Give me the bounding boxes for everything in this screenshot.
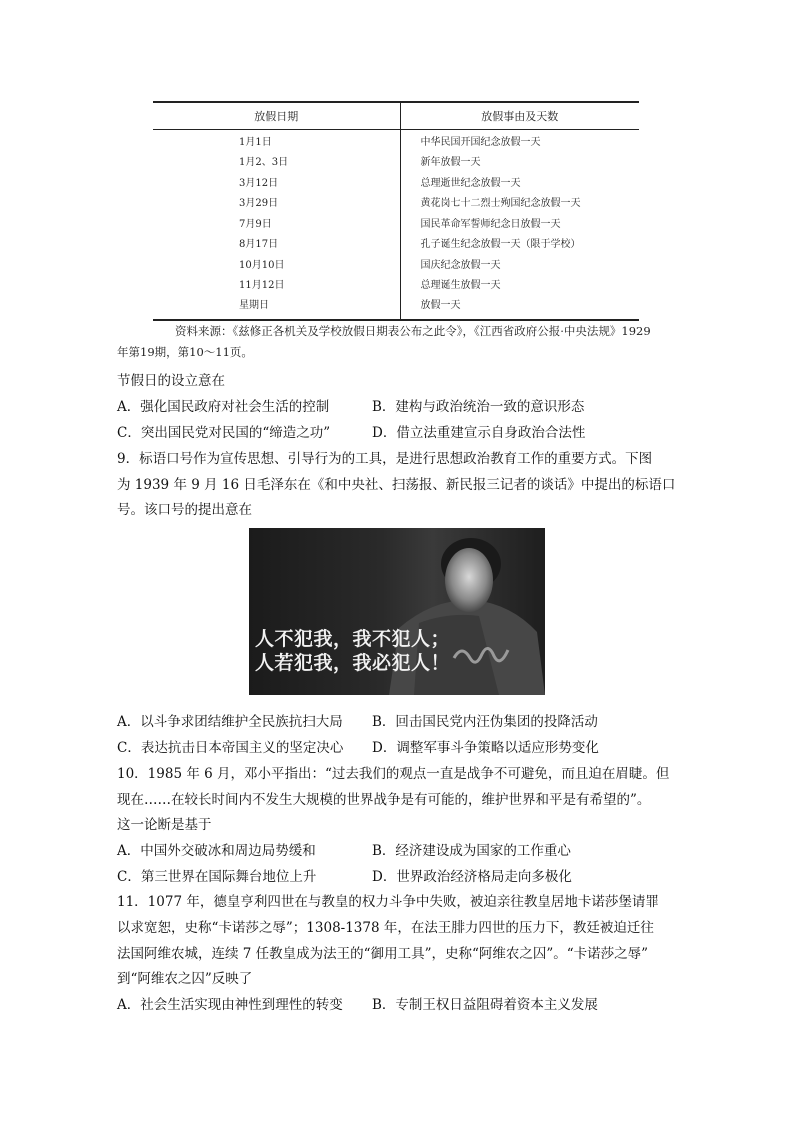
holiday-table (153, 101, 639, 321)
cell-reason: 国民革命军誓师纪念日放假一天 (420, 218, 561, 230)
table-row (153, 151, 639, 172)
table-row (153, 274, 639, 295)
q10-option-d: D．世界政治经济格局走向多极化 (372, 869, 572, 885)
cell-date: 10月10日 (153, 253, 400, 274)
q9-option-d: D．调整军事斗争策略以适应形势变化 (372, 740, 599, 756)
header-date: 放假日期 (153, 102, 400, 130)
header-reason: 放假事由及天数 (400, 102, 639, 130)
q11-option-b: B．专制王权日益阻碍着资本主义发展 (372, 997, 598, 1013)
cell-reason: 新年放假一天 (420, 157, 481, 169)
table-row (153, 294, 639, 320)
cell-reason: 放假一天 (400, 294, 639, 320)
cell-date: 3月12日 (153, 171, 400, 192)
q11-option-a: A．社会生活实现由神性到理性的转变 (117, 997, 343, 1013)
q9-stem-line-1: 9．标语口号作为宣传思想、引导行为的工具，是进行思想政治教育工作的重要方式。下图 (117, 451, 653, 467)
q9-option-b: B．回击国民党内汪伪集团的投降活动 (372, 714, 598, 730)
poster-slogan-line-2: 人若犯我，我必犯人！ (255, 652, 451, 674)
cell-reason: 总理逝世纪念放假一天 (420, 177, 521, 189)
cell-reason: 黄花岗七十二烈士殉国纪念放假一天 (420, 198, 581, 210)
table-row (153, 212, 639, 233)
q9-stem-line-3: 号。该口号的提出意在 (117, 502, 252, 518)
q8-stem: 节假日的设立意在 (117, 373, 225, 389)
q8-option-c: C．突出国民党对民国的“缔造之功” (117, 425, 331, 441)
q11-stem-line-2: 以求宽恕，史称“卡诺莎之辱”；1308-1378 年，在法王腓力四世的压力下，教廷被迫迁往 (117, 920, 654, 936)
q10-stem-line-3: 这一论断是基于 (117, 817, 212, 833)
table-row (153, 130, 639, 151)
table-source-note: 资料来源：《兹修正各机关及学校放假日期表公布之此令》，《江西省政府公报·中央法规》1929年第19期，第10～11页。 (117, 324, 651, 359)
q11-stem-line-4: 到“阿维农之囚”反映了 (117, 971, 253, 987)
cell-date: 11月12日 (153, 274, 400, 295)
cell-reason: 孔子诞生纪念放假一天（限于学校） (420, 239, 581, 251)
cell-reason: 国庆纪念放假一天 (420, 259, 501, 271)
cell-date: 1月2、3日 (153, 151, 400, 172)
q9-option-c: C．表达抗击日本帝国主义的坚定决心 (117, 740, 344, 756)
cell-date: 星期日 (153, 294, 400, 320)
q9-option-a: A．以斗争求团结维护全民族抗扫大局 (117, 714, 343, 730)
table-row (153, 233, 639, 254)
q9-stem-line-2: 为 1939 年 9 月 16 日毛泽东在《和中央社、扫荡报、新民报三记者的谈话》中提出的标语口 (117, 477, 676, 493)
cell-date: 1月1日 (153, 130, 400, 151)
table-row (153, 253, 639, 274)
q8-option-d: D．借立法重建宣示自身政治合法性 (372, 425, 586, 441)
q10-option-c: C．第三世界在国际舞台地位上升 (117, 869, 317, 885)
q8-option-a: A．强化国民政府对社会生活的控制 (117, 399, 330, 415)
q10-stem-line-2: 现在……在较长时间内不发生大规模的世界战争是有可能的，维护世界和平是有希望的”。 (117, 792, 651, 808)
slogan-poster-image (249, 528, 545, 695)
cell-date: 7月9日 (153, 212, 400, 233)
q10-stem-line-1: 10．1985 年 6 月，邓小平指出：“过去我们的观点一直是战争不可避免，而且迫在眉睫。但 (117, 766, 670, 782)
poster-slogan-line-1: 人不犯我，我不犯人； (255, 628, 451, 650)
table-header-row (153, 102, 639, 130)
table-row (153, 171, 639, 192)
cell-date: 8月17日 (153, 233, 400, 254)
q11-stem-line-1: 11．1077 年，德皇亨利四世在与教皇的权力斗争中失败，被迫亲往教皇居地卡诺莎堡请罪 (117, 894, 659, 910)
q10-option-b: B．经济建设成为国家的工作重心 (372, 843, 571, 859)
q8-option-b: B．建构与政治统治一致的意识形态 (372, 399, 585, 415)
q11-stem-line-3: 法国阿维农城，连续 7 任教皇成为法王的“御用工具”，史称“阿维农之囚”。“卡诺莎之辱” (117, 946, 649, 962)
table-row (153, 192, 639, 213)
cell-reason: 中华民国开国纪念放假一天 (420, 136, 541, 148)
cell-date: 3月29日 (153, 192, 400, 213)
q10-option-a: A．中国外交破冰和周边局势缓和 (117, 843, 316, 859)
cell-reason: 总理诞生放假一天 (420, 280, 501, 292)
